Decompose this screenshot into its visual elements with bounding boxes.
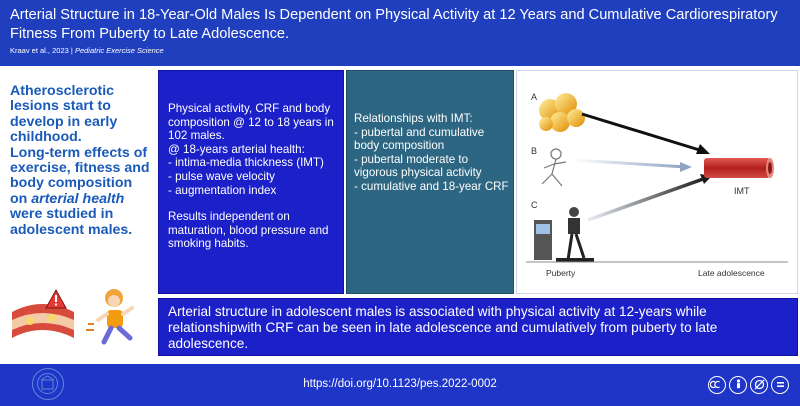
figure-label-c: C <box>531 200 538 210</box>
intro-line-2b: arterial health <box>31 190 125 207</box>
intro-line-2a: Long-term effects of exercise, fitness and body composition on <box>10 144 150 207</box>
figure-label-a: A <box>531 92 538 102</box>
citation <box>10 46 164 56</box>
doi-link[interactable]: https://doi.org/10.1123/pes.2022-0002 <box>303 378 497 390</box>
citation-authors: Kraav et al., 2023 <box>10 46 69 55</box>
axis-puberty-label: Puberty <box>546 268 576 278</box>
intro-line-2c: were studied in adolescent males. <box>10 206 133 238</box>
license-icons <box>708 376 789 394</box>
methods-item: - intima-media thickness (IMT) <box>168 156 324 170</box>
intro-line-1: Atherosclerotic lesions start to develop in early childhood. <box>10 83 118 146</box>
methods-intro: Physical activity, CRF and body composition @ 12 to 18 years in 102 males. <box>168 102 334 143</box>
running-figure-icon <box>542 149 566 186</box>
methods-text <box>168 102 346 251</box>
artery-vessel-icon <box>704 158 774 178</box>
left-intro <box>10 84 150 238</box>
findings-heading: Relationships with IMT: <box>354 112 473 125</box>
treadmill-test-icon <box>534 207 594 260</box>
left-illustrations <box>8 284 154 356</box>
conclusion-text: Arterial structure in adolescent males is associated with physical activity at 12-years while relationshipwith CRF can be seen in late adolescence and cumulatively from puberty to late adolescence. <box>168 304 718 351</box>
findings-item: - cumulative and 18-year CRF <box>354 179 509 193</box>
findings-text <box>354 112 510 193</box>
methods-item: - pulse wave velocity <box>168 169 275 183</box>
intro-line-2 <box>10 146 150 238</box>
findings-item: - pubertal and cumulative body composition <box>354 125 485 152</box>
findings-item: - pubertal moderate to vigorous physical activity <box>354 152 482 179</box>
citation-separator: | <box>70 46 73 55</box>
axis-late-adolescence-label: Late adolescence <box>698 268 765 278</box>
methods-item: - augmentation index <box>168 183 277 197</box>
fat-cells-icon <box>539 93 585 132</box>
cc-icon <box>708 376 726 394</box>
methods-results: Results independent on maturation, blood pressure and smoking habits. <box>168 210 329 251</box>
methods-health-heading: @ 18-years arterial health: <box>168 142 305 156</box>
by-icon <box>729 376 747 394</box>
artery-plaque-icon <box>12 290 74 338</box>
arrow-b <box>572 160 686 167</box>
nd-icon <box>771 376 789 394</box>
page-title: Arterial Structure in 18-Year-Old Males Is Dependent on Physical Activity at 12 Years and Cumulative Cardiorespiratory Fitness From Puberty to Late Adolescence. <box>10 7 778 42</box>
nc-icon <box>750 376 768 394</box>
spacer <box>168 197 346 210</box>
arrowhead-a <box>696 144 710 154</box>
imt-label: IMT <box>734 186 750 196</box>
runner-icon <box>86 289 132 342</box>
figure-graphic <box>516 70 798 294</box>
figure-label-b: B <box>531 146 538 156</box>
citation-journal: Pediatric Exercise Science <box>74 46 164 55</box>
arrow-c <box>588 178 706 220</box>
arrow-a <box>582 114 706 152</box>
arrowhead-b <box>680 162 692 172</box>
